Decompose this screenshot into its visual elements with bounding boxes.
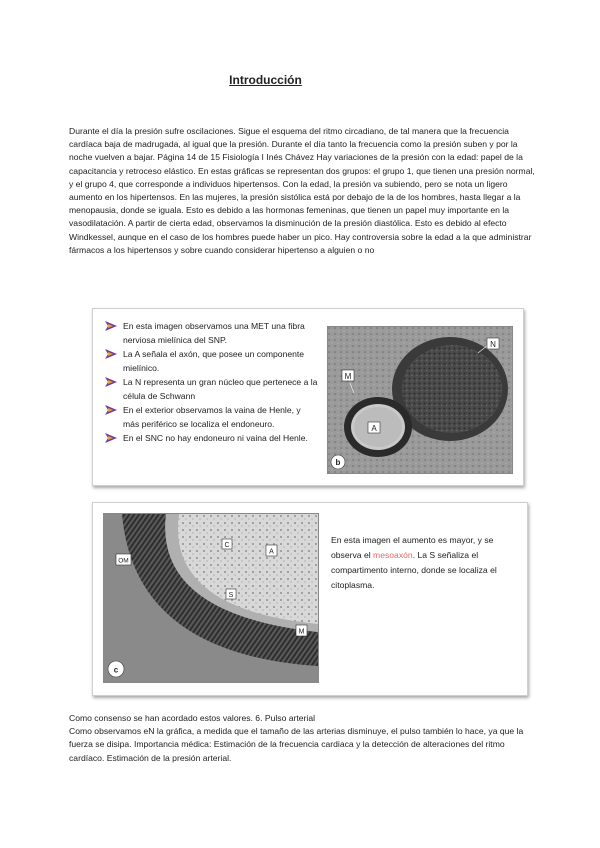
bullet-text: En el exterior observamos la vaina de Henle, y más periférico se localiza el endoneuro. (123, 405, 301, 429)
bullet-item (105, 403, 319, 431)
arrow-bullet-icon (105, 433, 117, 443)
label-c: C (224, 542, 230, 549)
bullet-text: La N representa un gran núcleo que pertenece a la célula de Schwann (123, 377, 318, 401)
figure-1-box (92, 308, 524, 486)
figure-1-bullet-list (105, 319, 319, 445)
label-m: M (344, 372, 352, 381)
bullet-item (105, 347, 319, 375)
micrograph-schwann-cell (327, 326, 513, 474)
figure-2-caption (331, 533, 517, 593)
intro-paragraph: Durante el día la presión sufre oscilaciones. Sigue el esquema del ritmo circadiano, de tal manera que la frecuencia cardíaca baja de madrugada, al igual que la presión. Durante el día tanto la frecuencia como la presión suben y por la noche vuelven a bajar. Página 14 de 15 Fisiología I Inés Chávez Hay variaciones de la presión con la edad: papel de la capacitancia y retroceso elástico. En estas gráficas se representan dos grupos: el grupo 1, que tienen una presión normal, y el grupo 4, que corresponde a individuos hipertensos. Con la edad, la presión va subiendo, pero se nota un ligero aumento en los hipertensos. En las mujeres, la presión sistólica está por debajo de la de los hombres, hasta llegar a la menopausia, donde se iguala. Esto es debido a las hormonas femeninas, que tienen un papel muy importante en la vasodilatación. A partir de cierta edad, observamos la disminución de la presión diastólica. Esto es debido al efecto Windkessel, aunque en el caso de los hombres puede haber un pico. Hay controversia sobre la edad a la que administrar fármacos a los hipertensos y sobre cuando considerar hipertenso a alguien o no (69, 126, 535, 255)
arrow-bullet-icon (105, 377, 117, 387)
label-n: N (490, 340, 496, 349)
bullet-item (105, 431, 319, 445)
arrow-bullet-icon (105, 405, 117, 415)
arrow-bullet-icon (105, 349, 117, 359)
bullet-item (105, 319, 319, 347)
arrow-bullet-icon (105, 321, 117, 331)
highlighted-term-mesaxon: mesoaxón (373, 550, 413, 560)
bullet-item (105, 375, 319, 403)
label-s: S (228, 592, 234, 599)
panel-label-b: b (335, 458, 341, 467)
label-om: OM (118, 557, 129, 565)
bullet-text: La A señala el axón, que posee un componente mielínico. (123, 349, 305, 373)
closing-text (69, 712, 536, 765)
label-a: A (269, 548, 274, 556)
label-a: A (371, 424, 377, 433)
label-m: M (298, 628, 305, 636)
closing-paragraph: Como observamos eN la gráfica, a medida que el tamaño de las arterias disminuye, el pulso también lo hace, ya que la fuerza se disipa. Importancia médica: Estimación de la frecuencia cardiaca y la detección de alteraciones del ritmo cardíaco. Estimación de la presión arterial. (69, 726, 524, 763)
figure-2-box (92, 502, 528, 696)
micrograph-mesaxon (103, 513, 319, 683)
page-title: Introducción (229, 73, 302, 87)
caption-text: En esta imagen el aumento es mayor, y se observa el (331, 535, 494, 560)
bullet-text: En esta imagen observamos una MET una fibra nerviosa mielínica del SNP. (123, 321, 305, 345)
caption-text: . La S señaliza el compartimento interno, donde se localiza el citoplasma. (331, 550, 497, 590)
closing-line-1: Como consenso se han acordado estos valores. 6. Pulso arterial (69, 713, 316, 723)
bullet-text: En el SNC no hay endoneuro ni vaina del Henle. (123, 433, 308, 443)
panel-label-c: c (113, 665, 119, 675)
